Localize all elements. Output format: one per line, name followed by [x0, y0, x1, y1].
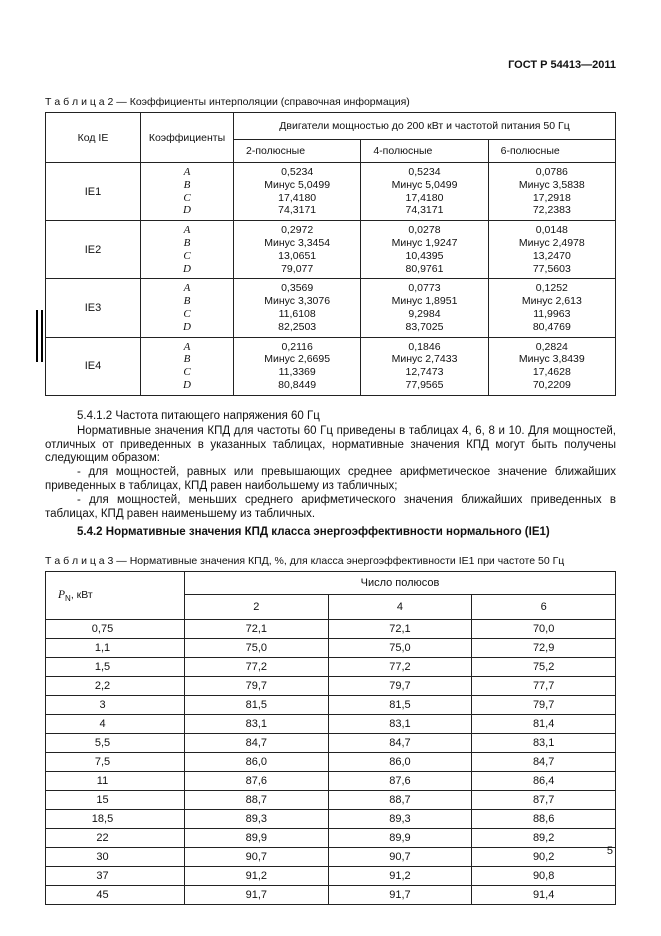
- table3-row: [46, 848, 616, 867]
- table3-power-cell: 0,75: [46, 620, 185, 639]
- table2-value-line: Минус 3,3076: [264, 295, 331, 308]
- table3-efficiency-cell: 90,8: [472, 867, 616, 886]
- table2-code-cell: IE3: [46, 279, 141, 337]
- table2-value-line: 79,077: [281, 262, 314, 275]
- table2-group-row: [46, 163, 616, 221]
- table2-value-line: 12,7473: [405, 366, 444, 379]
- table2-value-line: 9,2984: [408, 307, 441, 320]
- table2-4pole-cell: [361, 337, 488, 395]
- table3-power-cell: 1,5: [46, 658, 185, 677]
- table3-caption: Т а б л и ц а 3 — Нормативные значения КПД, %, для класса энергоэффективности IE1 при частоте 50 Гц: [45, 555, 565, 568]
- table2-value-line: Минус 5,0499: [391, 178, 458, 191]
- table3-efficiency-cell: 86,0: [328, 753, 472, 772]
- table3-efficiency-cell: 89,3: [185, 810, 329, 829]
- table2-4pole-cell: [361, 279, 488, 337]
- table3-efficiency-cell: 83,1: [328, 715, 472, 734]
- table3-efficiency-cell: 89,9: [185, 829, 329, 848]
- table2-value-line: 17,4628: [532, 366, 571, 379]
- table3-efficiency-cell: 84,7: [328, 734, 472, 753]
- table2-value-line: 0,1252: [535, 282, 568, 295]
- table2-value-line: 0,1846: [408, 340, 441, 353]
- table3-efficiency-cell: 77,7: [472, 677, 616, 696]
- table2-value-line: 80,4769: [532, 320, 571, 333]
- table3-row: [46, 715, 616, 734]
- table3-efficiency-cell: 87,7: [472, 791, 616, 810]
- table2-value-line: C: [183, 307, 191, 320]
- table2-value-line: 0,0278: [408, 224, 441, 237]
- table3-row: [46, 810, 616, 829]
- table3-efficiency-cell: 87,6: [185, 772, 329, 791]
- table3-row: [46, 886, 616, 905]
- table2-value-line: Минус 2,613: [521, 295, 582, 308]
- power-subscript: N: [65, 593, 71, 603]
- page-content: [45, 58, 616, 905]
- table2-value-line: Минус 3,8439: [518, 353, 585, 366]
- table2-value-line: 70,2209: [532, 378, 571, 391]
- table2-4pole-cell: [361, 163, 488, 221]
- table2-2pole-cell: [234, 279, 361, 337]
- table2-body: [46, 163, 616, 396]
- table3-efficiency-cell: 91,2: [328, 867, 472, 886]
- table2-value-line: 82,2503: [278, 320, 317, 333]
- section-5412-title: 5.4.1.2 Частота питающего напряжения 60 Гц: [77, 409, 320, 422]
- table3-power-cell: 2,2: [46, 677, 185, 696]
- table2-value-line: 0,2824: [535, 340, 568, 353]
- table2-coeffs-cell: [141, 163, 234, 221]
- table3-efficiency-cell: 84,7: [472, 753, 616, 772]
- table3-row: [46, 791, 616, 810]
- table3-efficiency-cell: 83,1: [185, 715, 329, 734]
- table2-value-line: 13,0651: [278, 249, 317, 262]
- power-symbol: P: [58, 588, 66, 601]
- table2-header-code: Код IE: [46, 113, 141, 163]
- table2-value-line: 0,0773: [408, 282, 441, 295]
- table2-coeffs-cell: [141, 221, 234, 279]
- table2-value-line: Минус 2,4978: [518, 236, 585, 249]
- table3-power-cell: 4: [46, 715, 185, 734]
- table2-value-line: 13,2470: [532, 249, 571, 262]
- table3-efficiency-cell: 72,9: [472, 639, 616, 658]
- table2-value-line: 0,5234: [408, 166, 441, 178]
- table3-pole-col-header: 6: [472, 595, 616, 620]
- table3-power-cell: 15: [46, 791, 185, 810]
- table2-6pole-cell: [488, 279, 615, 337]
- table2-pole-col-header: 4-полюсные: [361, 140, 488, 163]
- table3-efficiency-cell: 87,6: [328, 772, 472, 791]
- table3-efficiency-cell: 75,0: [328, 639, 472, 658]
- table2-value-line: 0,0786: [535, 166, 568, 178]
- table2-value-line: 0,2116: [281, 340, 313, 353]
- table2-value-line: 17,4180: [278, 191, 317, 204]
- table3-row: [46, 829, 616, 848]
- table2-value-line: Минус 1,8951: [391, 295, 458, 308]
- table2-code-cell: IE1: [46, 163, 141, 221]
- table3-row: [46, 620, 616, 639]
- paragraph-60hz: Нормативные значения КПД для частоты 60 Гц приведены в таблицах 4, 6, 8 и 10. Для мощностей, отличных от приведенных в указанных таблицах, нормативные значения КПД могут быть получены следующим образом:: [45, 424, 616, 465]
- table3-efficiency-cell: 81,5: [328, 696, 472, 715]
- table3-row: [46, 734, 616, 753]
- table2-header-coeffs: Коэффициенты: [141, 113, 234, 163]
- page-number: 5: [606, 845, 613, 857]
- table3-power-cell: 30: [46, 848, 185, 867]
- table2-caption: Т а б л и ц а 2 — Коэффициенты интерполяции (справочная информация): [45, 96, 410, 108]
- table3-efficiency-cell: 88,6: [472, 810, 616, 829]
- table2-value-line: 11,9963: [533, 307, 571, 320]
- table3-efficiency-cell: 77,2: [328, 658, 472, 677]
- table3-row: [46, 867, 616, 886]
- table2-value-line: C: [183, 249, 191, 262]
- table2-pole-col-header: 6-полюсные: [488, 140, 615, 163]
- table2-value-line: 0,3569: [281, 282, 314, 295]
- table2-value-line: C: [183, 366, 191, 379]
- table3-ie1-efficiency: [45, 571, 616, 905]
- table2-code-cell: IE4: [46, 337, 141, 395]
- table3-efficiency-cell: 79,7: [328, 677, 472, 696]
- table2-value-line: 83,7025: [405, 320, 444, 333]
- table2-6pole-cell: [488, 163, 615, 221]
- table3-efficiency-cell: 72,1: [185, 620, 329, 639]
- table3-header-power: [46, 572, 185, 620]
- table2-6pole-cell: [488, 221, 615, 279]
- table3-power-cell: 1,1: [46, 639, 185, 658]
- change-mark-bars: [36, 310, 43, 362]
- table3-efficiency-cell: 81,5: [185, 696, 329, 715]
- table3-row: [46, 772, 616, 791]
- table2-group-row: [46, 279, 616, 337]
- table2-value-line: 17,4180: [405, 191, 444, 204]
- table2-value-line: 11,3369: [278, 366, 316, 379]
- table3-power-cell: 7,5: [46, 753, 185, 772]
- table2-value-line: 80,9761: [405, 262, 444, 275]
- table2-value-line: Минус 5,0499: [264, 178, 331, 191]
- table2-coeffs-cell: [141, 279, 234, 337]
- table3-row: [46, 658, 616, 677]
- table3-efficiency-cell: 86,4: [472, 772, 616, 791]
- doc-code-header: ГОСТ Р 54413—2011: [508, 59, 616, 71]
- table3-efficiency-cell: 83,1: [472, 734, 616, 753]
- table3-row: [46, 639, 616, 658]
- table2-value-line: D: [183, 262, 191, 275]
- table3-efficiency-cell: 88,7: [328, 791, 472, 810]
- table2-interpolation-coefficients: [45, 112, 616, 396]
- table3-efficiency-cell: 89,9: [328, 829, 472, 848]
- table3-efficiency-cell: 90,7: [328, 848, 472, 867]
- table3-pole-col-header: 2: [185, 595, 329, 620]
- table3-row: [46, 677, 616, 696]
- table3-efficiency-cell: 89,2: [472, 829, 616, 848]
- table3-efficiency-cell: 86,0: [185, 753, 329, 772]
- bullet-lower: - для мощностей, меньших среднего арифметического значения ближайших приведенных в таблицах, КПД равен наименьшему из табличных.: [45, 493, 616, 520]
- table2-value-line: Минус 3,3454: [264, 236, 331, 249]
- table2-group-row: [46, 337, 616, 395]
- table2-value-line: 0,2972: [281, 224, 314, 237]
- table3-efficiency-cell: 91,4: [472, 886, 616, 905]
- table2-4pole-cell: [361, 221, 488, 279]
- table2-2pole-cell: [234, 337, 361, 395]
- table2-value-line: 17,2918: [532, 191, 571, 204]
- table2-value-line: Минус 2,7433: [391, 353, 458, 366]
- table2-2pole-cell: [234, 163, 361, 221]
- table3-efficiency-cell: 91,7: [185, 886, 329, 905]
- table3-row: [46, 753, 616, 772]
- table3-power-cell: 11: [46, 772, 185, 791]
- table2-value-line: B: [183, 178, 191, 191]
- table3-power-cell: 45: [46, 886, 185, 905]
- table3-pole-col-header: 4: [328, 595, 472, 620]
- table2-value-line: Минус 1,9247: [391, 236, 458, 249]
- table2-head: [46, 113, 616, 163]
- table3-efficiency-cell: 75,0: [185, 639, 329, 658]
- table2-value-line: 0,5234: [281, 166, 314, 178]
- table2-value-line: 77,9565: [405, 378, 444, 391]
- table3-efficiency-cell: 91,7: [328, 886, 472, 905]
- table2-value-line: A: [183, 224, 191, 237]
- table2-value-line: 80,8449: [278, 378, 317, 391]
- table2-header-row-1: [46, 113, 616, 140]
- table3-efficiency-cell: 75,2: [472, 658, 616, 677]
- table2-value-line: 74,3171: [405, 204, 444, 217]
- table3-row: [46, 696, 616, 715]
- table3-efficiency-cell: 91,2: [185, 867, 329, 886]
- table2-group-row: [46, 221, 616, 279]
- table3-efficiency-cell: 90,7: [185, 848, 329, 867]
- table2-value-line: 77,5603: [532, 262, 571, 275]
- table3-header-row-1: [46, 572, 616, 595]
- table2-value-line: 0,0148: [535, 224, 568, 237]
- table3-power-cell: 3: [46, 696, 185, 715]
- table2-header-span: Двигатели мощностью до 200 кВт и частотой питания 50 Гц: [234, 113, 616, 140]
- table3-efficiency-cell: 70,0: [472, 620, 616, 639]
- table3-power-cell: 22: [46, 829, 185, 848]
- table2-value-line: A: [183, 340, 191, 353]
- bullet-higher: - для мощностей, равных или превышающих среднее арифметическое значение ближайших приведенных в таблицах, КПД равен наибольшему из табличных;: [45, 466, 616, 492]
- table2-value-line: 74,3171: [278, 204, 317, 217]
- table2-value-line: A: [183, 282, 191, 295]
- table3-efficiency-cell: 89,3: [328, 810, 472, 829]
- table2-value-line: D: [183, 204, 191, 217]
- table2-6pole-cell: [488, 337, 615, 395]
- section-542-title: 5.4.2 Нормативные значения КПД класса энергоэффективности нормального (IE1): [77, 526, 550, 539]
- table3-power-cell: 37: [46, 867, 185, 886]
- table3-efficiency-cell: 88,7: [185, 791, 329, 810]
- table3-efficiency-cell: 72,1: [328, 620, 472, 639]
- table2-value-line: B: [183, 353, 191, 366]
- table2-value-line: 10,4395: [405, 249, 444, 262]
- table2-value-line: B: [183, 236, 191, 249]
- table2-coeffs-cell: [141, 337, 234, 395]
- table3-header-poles-span: Число полюсов: [185, 572, 616, 595]
- power-unit: , кВт: [70, 588, 93, 601]
- table2-value-line: 11,6108: [278, 307, 316, 320]
- table3-power-cell: 5,5: [46, 734, 185, 753]
- table2-value-line: A: [183, 166, 191, 178]
- table3-efficiency-cell: 79,7: [472, 696, 616, 715]
- table2-code-cell: IE2: [46, 221, 141, 279]
- table2-value-line: 72,2383: [532, 204, 571, 217]
- table2-value-line: D: [183, 320, 191, 333]
- table2-value-line: Минус 3,5838: [518, 178, 585, 191]
- table2-2pole-cell: [234, 221, 361, 279]
- table2-value-line: D: [183, 378, 191, 391]
- table2-value-line: C: [183, 191, 191, 204]
- table2-pole-col-header: 2-полюсные: [234, 140, 361, 163]
- table3-efficiency-cell: 77,2: [185, 658, 329, 677]
- table3-efficiency-cell: 84,7: [185, 734, 329, 753]
- table3-efficiency-cell: 81,4: [472, 715, 616, 734]
- table3-efficiency-cell: 79,7: [185, 677, 329, 696]
- table3-body: [46, 620, 616, 905]
- table2-value-line: B: [183, 295, 191, 308]
- table3-head: [46, 572, 616, 620]
- table3-power-cell: 18,5: [46, 810, 185, 829]
- table2-value-line: Минус 2,6695: [264, 353, 331, 366]
- table3-efficiency-cell: 90,2: [472, 848, 616, 867]
